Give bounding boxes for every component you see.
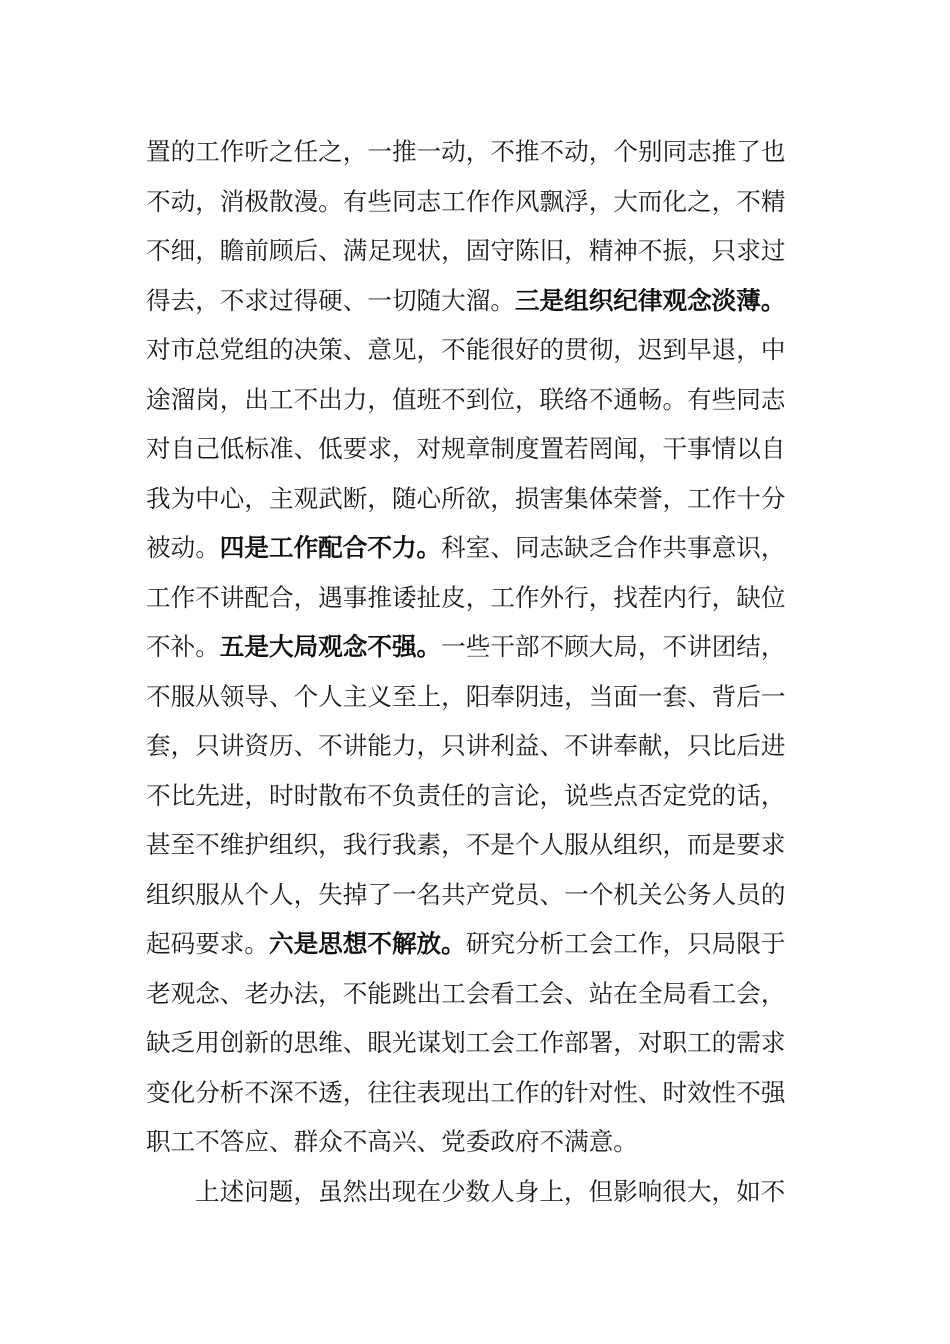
text-line <box>146 969 816 1019</box>
paragraph-text: 上述问题，虽然出现在少数人身上，但影响很大，如不 <box>195 1176 786 1206</box>
paragraph-text: 研究分析工会工作，只局限于 <box>465 929 786 958</box>
bold-heading-text: 三是组织纪律观念淡薄。 <box>514 285 786 315</box>
bold-heading-text: 六是思想不解放。 <box>268 929 466 958</box>
text-line <box>146 622 816 672</box>
text-line <box>146 771 816 821</box>
paragraph-text: 缺乏用创新的思维、眼光谋划工会工作部署，对职工的需求 <box>146 1028 786 1057</box>
paragraph-text: 不动，消极散漫。有些同志工作作风飘浮，大而化之，不精 <box>146 186 786 216</box>
text-line <box>146 424 816 474</box>
paragraph-text: 组织服从个人，失掉了一名共产党员、一个机关公务人员的 <box>146 879 786 909</box>
text-line <box>146 177 816 227</box>
text-line <box>146 573 816 623</box>
text-line <box>146 325 816 375</box>
paragraph-text: 得去，不求过得硬、一切随大溜。 <box>146 285 515 315</box>
text-line <box>146 276 816 326</box>
text-line <box>146 820 816 870</box>
text-line <box>146 1018 816 1068</box>
paragraph-text: 置的工作听之任之，一推一动，不推不动，个别同志推了也 <box>146 137 786 166</box>
bold-heading-text: 四是工作配合不力。 <box>219 533 442 562</box>
paragraph-text: 我为中心，主观武断，随心所欲，损害集体荣誉，工作十分 <box>146 483 786 513</box>
body-text <box>146 127 816 1216</box>
text-line <box>146 870 816 920</box>
paragraph-text: 不细，瞻前顾后、满足现状，固守陈旧，精神不振，只求过 <box>146 236 786 265</box>
paragraph-text: 被动。 <box>146 533 220 562</box>
paragraph-text: 不比先进，时时散布不负责任的言论，说些点否定党的话， <box>146 780 786 810</box>
bold-heading-text: 五是大局观念不强。 <box>219 632 442 661</box>
text-line <box>146 127 816 177</box>
paragraph-text: 不补。 <box>146 632 220 661</box>
text-line <box>146 474 816 524</box>
text-line <box>146 523 816 573</box>
text-line <box>146 226 816 276</box>
paragraph-text: 套，只讲资历、不讲能力，只讲利益、不讲奉献，只比后进 <box>146 731 786 760</box>
text-line <box>146 672 816 722</box>
text-line <box>146 919 816 969</box>
paragraph-text: 一些干部不顾大局，不讲团结， <box>441 632 786 661</box>
text-line <box>146 721 816 771</box>
paragraph-text: 变化分析不深不透，往往表现出工作的针对性、时效性不强 <box>146 1077 786 1107</box>
paragraph-text: 工作不讲配合，遇事推诿扯皮，工作外行，找茬内行，缺位 <box>146 582 786 612</box>
paragraph-text: 对自己低标准、低要求，对规章制度置若罔闻，干事情以自 <box>146 434 786 463</box>
paragraph-text: 职工不答应、群众不高兴、党委政府不满意。 <box>146 1127 638 1156</box>
paragraph-text: 甚至不维护组织，我行我素，不是个人服从组织，而是要求 <box>146 830 786 859</box>
paragraph-text: 途溜岗，出工不出力，值班不到位，联络不通畅。有些同志 <box>146 384 786 414</box>
text-line <box>146 1068 816 1118</box>
paragraph-text: 科室、同志缺乏合作共事意识， <box>441 533 786 562</box>
text-line <box>146 1167 816 1217</box>
paragraph-text: 不服从领导、个人主义至上，阳奉阴违，当面一套、背后一 <box>146 681 786 711</box>
paragraph-text: 起码要求。 <box>146 929 269 958</box>
text-line <box>146 375 816 425</box>
paragraph-text: 对市总党组的决策、意见，不能很好的贯彻，迟到早退，中 <box>146 335 786 364</box>
paragraph-text: 老观念、老办法，不能跳出工会看工会、站在全局看工会， <box>146 978 786 1008</box>
text-line <box>146 1117 816 1167</box>
